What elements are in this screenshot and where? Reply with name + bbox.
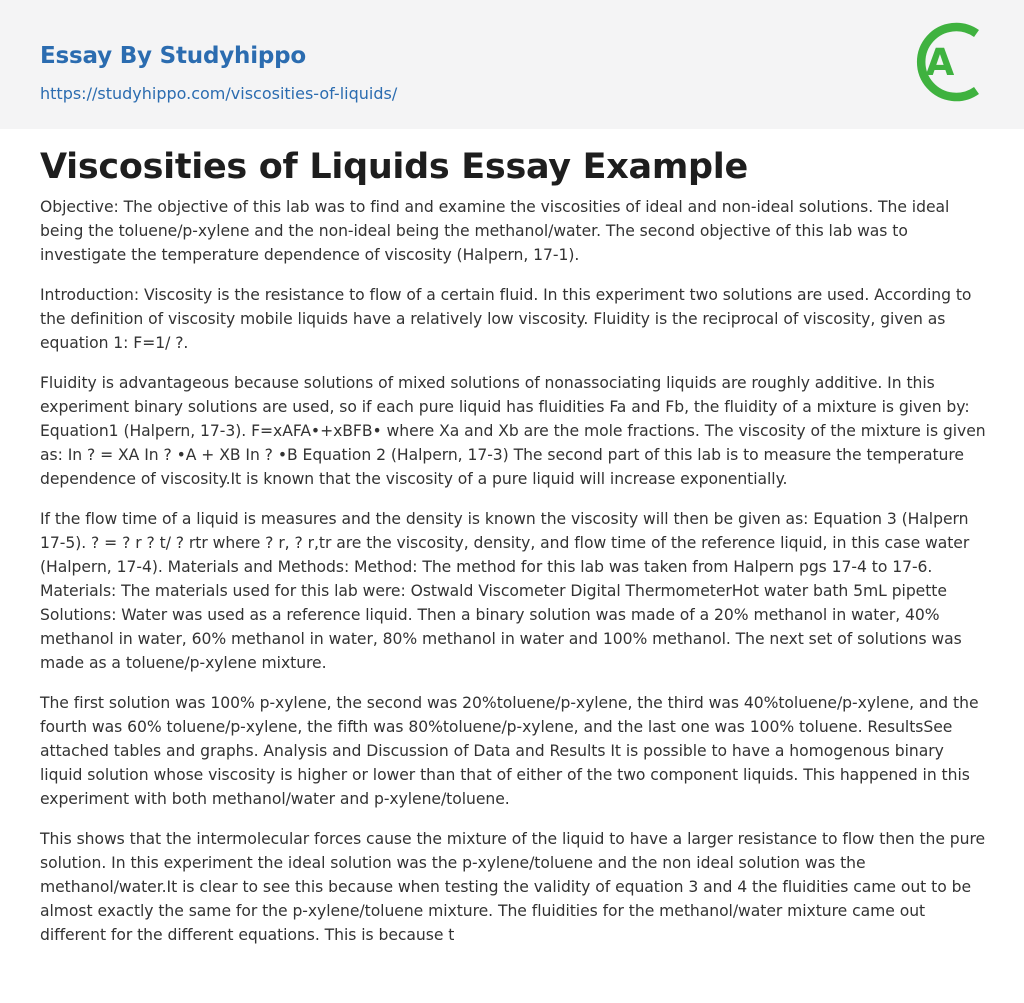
studyhippo-logo-icon[interactable] [910,17,990,107]
article-body [40,195,986,963]
paragraph-discussion: This shows that the intermolecular forces cause the mixture of the liquid to have a larger resistance to flow then the pure solution. In this experiment the ideal solution was the p-xylene/toluene and the non ideal solution was the methanol/water.It is clear to see this because when testing the validity of equation 3 and 4 the fluidities came out to be almost exactly the same for the p-xylene/toluene mixture. The fluidities for the methanol/water mixture came out different for the different equations. This is because t [40,830,986,944]
logo-letter: A [925,41,955,84]
paragraph-objective: Objective: The objective of this lab was to find and examine the viscosities of ideal and non-ideal solutions. The ideal being the toluene/p-xylene and the non-ideal being the methanol/water. The second objective of this lab was to investigate the temperature dependence of viscosity (Halpern, 17-1). [40,198,950,264]
page-title: Viscosities of Liquids Essay Example [40,147,748,187]
article-url-link[interactable]: https://studyhippo.com/viscosities-of-liquids/ [40,84,398,103]
paragraph-results: The first solution was 100% p-xylene, the second was 20%toluene/p-xylene, the third was 40%toluene/p-xylene, and the fourth was 60% toluene/p-xylene, the fifth was 80%toluene/p-xylene, and the last one was 100% toluene. ResultsSee attached tables and graphs. Analysis and Discussion of Data and Results It is possible to have a homogenous binary liquid solution whose viscosity is higher or lower than that of either of the two component liquids. This happened in this experiment with both methanol/water and p-xylene/toluene. [40,694,979,808]
paragraph-introduction: Introduction: Viscosity is the resistance to flow of a certain fluid. In this experiment two solutions are used. According to the definition of viscosity mobile liquids have a relatively low viscosity. Fluidity is the reciprocal of viscosity, given as equation 1: F=1/ ?. [40,286,972,352]
site-header [0,0,1024,129]
paragraph-fluidity: Fluidity is advantageous because solutions of mixed solutions of nonassociating liquids are roughly additive. In this experiment binary solutions are used, so if each pure liquid has fluidities Fa and Fb, the fluidity of a mixture is given by: Equation1 (Halpern, 17-3). F=xAFA•+xBFB• where Xa and Xb are the mole fractions. The viscosity of the mixture is given as: In ? = XA In ? •A + XB In ? •B Equation 2 (Halpern, 17-3) The second part of this lab is to measure the temperature dependence of viscosity.It is known that the viscosity of a pure liquid will increase exponentially. [40,374,986,488]
brand-link[interactable]: Essay By Studyhippo [40,43,307,69]
paragraph-methods: If the flow time of a liquid is measures and the density is known the viscosity will then be given as: Equation 3 (Halpern 17-5). ? = ? r ? t/ ? rtr where ? r, ? r,tr are the viscosity, density, and flow time of the reference liquid, in this case water (Halpern, 17-4). Materials and Methods: Method: The method for this lab was taken from Halpern pgs 17-4 to 17-6. Materials: The materials used for this lab were: Ostwald Viscometer Digital ThermometerHot water bath 5mL pipette Solutions: Water was used as a reference liquid. Then a binary solution was made of a 20% methanol in water, 40% methanol in water, 60% methanol in water, 80% methanol in water and 100% methanol. The next set of solutions was made as a toluene/p-xylene mixture. [40,510,970,672]
